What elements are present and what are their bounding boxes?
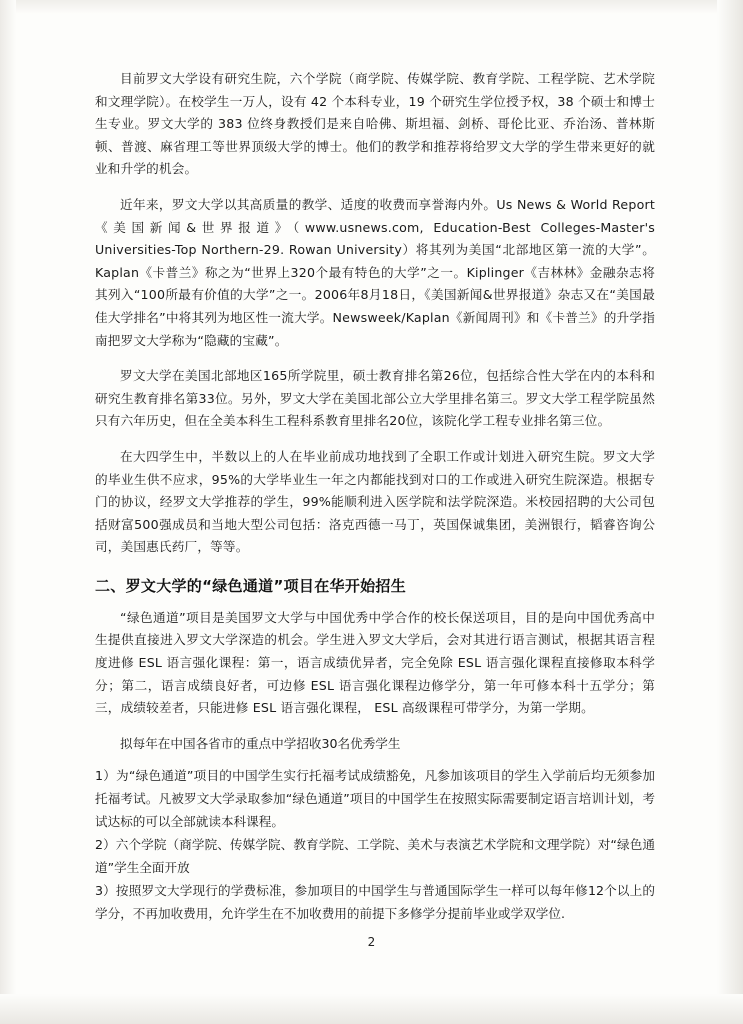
scan-edge-top [0, 0, 743, 14]
scan-edge-bottom [0, 994, 743, 1024]
list-item: 1）为“绿色通道”项目的中国学生实行托福考试成绩豁免，凡参加该项目的学生入学前后均无须参加托福考试。凡被罗文大学录取参加“绿色通道”项目的中国学生在按照实际需要制定语言培训计划，考试达标的可以全部就读本科课程。 [95, 768, 655, 829]
document-body [95, 68, 655, 927]
scan-edge-right [717, 0, 743, 1024]
list-item: 3）按照罗文大学现行的学费标准，参加项目的中国学生与普通国际学生一样可以每年修12个以上的学分，不再加收费用，允许学生在不加收费用的前提下多修学分提前毕业或学双学位. [95, 883, 655, 921]
scan-edge-left [0, 0, 16, 1024]
page-number: 2 [367, 935, 376, 949]
section-paragraph-1: “绿色通道”项目是美国罗文大学与中国优秀中学合作的校长保送项目，目的是向中国优秀高中生提供直接进入罗文大学深造的机会。学生进入罗文大学后，会对其进行语言测试，根据其语言程度进修 ESL 语言强化课程：第一，语言成绩优异者，完全免除 ESL 语言强化课程直接修取本科学分；第二，语言成绩良好者，可边修 ESL 语言强化课程边修学分，第一年可修本科十五学分；第三，成绩较差者，只能进修 ESL 语言强化课程， ESL 高级课程可带学分，为第一学期。 [95, 609, 655, 716]
paragraph-3: 罗文大学在美国北部地区165所学院里，硕士教育排名第26位，包括综合性大学在内的本科和研究生教育排名第33位。另外，罗文大学在美国北部公立大学里排名第三。罗文大学工程学院虽然只有六年历史，但在全美本科生工程科系教育里排名20位，该院化学工程专业排名第三位。 [95, 368, 655, 429]
list-item: 2）六个学院（商学院、传媒学院、教育学院、工学院、美术与表演艺术学院和文理学院）对“绿色通道”学生全面开放 [95, 837, 655, 875]
recruit-note: 拟每年在中国各省市的重点中学招收30名优秀学生 [120, 735, 401, 751]
numbered-list [95, 765, 655, 925]
paragraph-4: 在大四学生中，半数以上的人在毕业前成功地找到了全职工作或计划进入研究生院。罗文大学的毕业生供不应求，95%的大学毕业生一年之内都能找到对口的工作或进入研究生院深造。根据专门的协议，经罗文大学推荐的学生，99%能顺利进入医学院和法学院深造。米校园招聘的大公司包括财富500强成员和当地大型公司包括：洛克西德一马丁，英国保诚集团，美洲银行，韬睿咨询公司，美国惠氏药厂，等等。 [95, 448, 655, 555]
section-heading: 二、罗文大学的“绿色通道”项目在华开始招生 [95, 576, 407, 595]
paragraph-1: 目前罗文大学设有研究生院，六个学院（商学院、传媒学院、教育学院、工程学院、艺术学院和文理学院）。在校学生一万人，设有 42 个本科专业，19 个研究生学位授予权，38 个硕士和博士生专业。罗文大学的 383 位终身教授们是来自哈佛、斯坦福、剑桥、哥伦比亚、乔治汤、普林斯顿、普渡、麻省理工等世界顶级大学的博士。他们的教学和推荐将给罗文大学的学生带来更好的就业和升学的机会。 [95, 71, 655, 177]
paragraph-2: 近年来，罗文大学以其高质量的教学、适度的收费而享誉海内外。Us News & World Report《美国新闻&世界报道》（www.usnews.com, Education-Best Colleges-Master's Universities-Top Northern-29. Rowan University）将其列为美国“北部地区第一流的大学”。Kaplan《卡普兰》称之为“世界上320个最有特色的大学”之一。Kiplinger《吉林林》金融杂志将其列入“100所最有价值的大学”之一。2006年8月18日，《美国新闻&世界报道》杂志又在“美国最佳大学排名”中将其列为地区性一流大学。Newsweek/Kaplan《新闻周刊》和《卡普兰》的升学指南把罗文大学称为“隐藏的宝藏”。 [95, 196, 655, 348]
